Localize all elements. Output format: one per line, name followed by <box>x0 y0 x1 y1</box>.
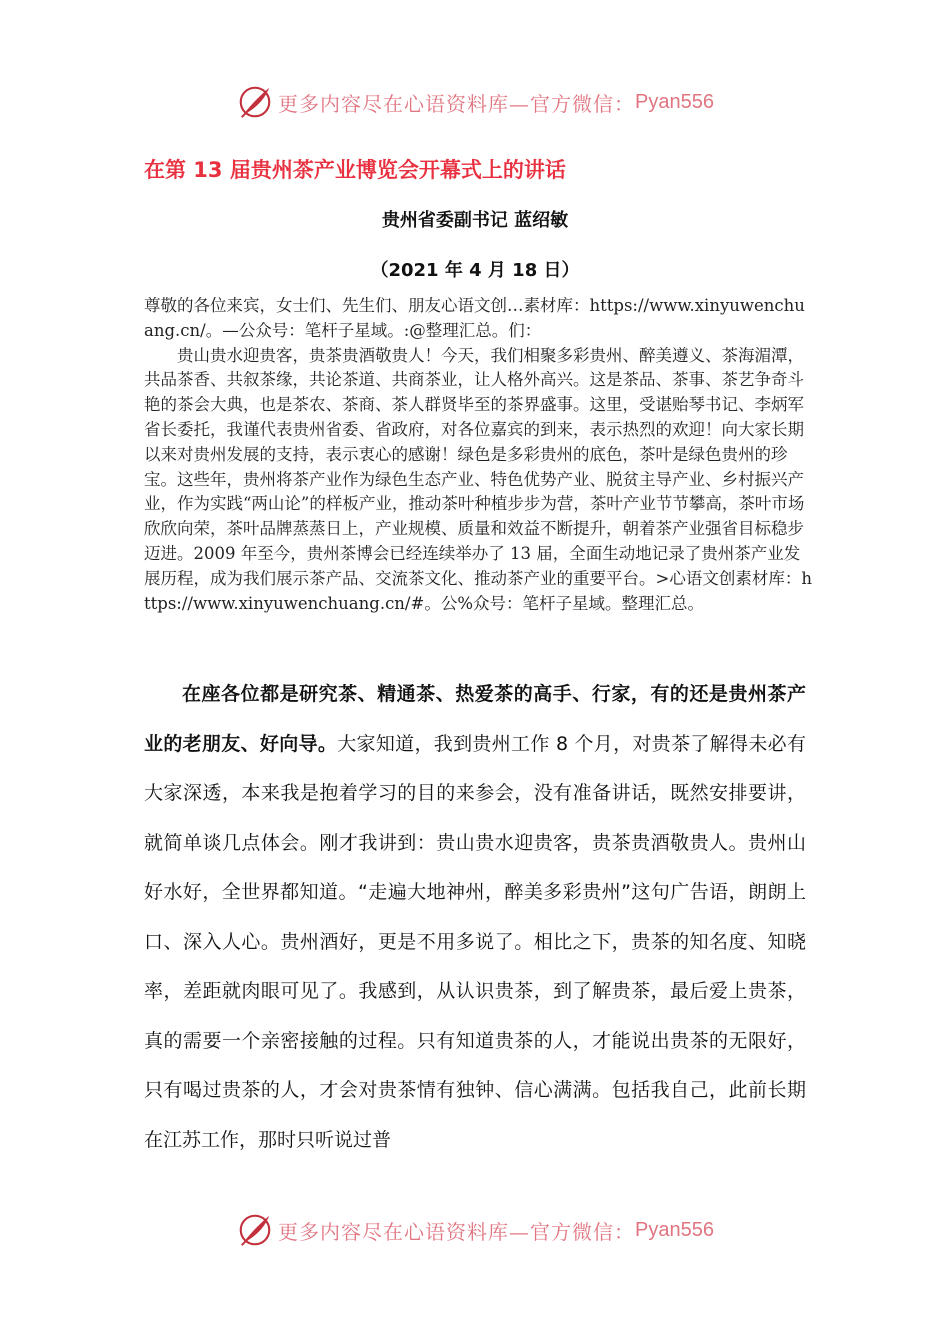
paragraph-2-text: 大家知道，我到贵州工作 8 个月，对贵茶了解得未必有大家深透，本来我是抱着学习的目的来参会，没有准备讲话，既然安排要讲，就简单谈几点体会。刚才我讲到：贵山贵水迎贵客，贵茶贵酒敬贵人。贵州山好水好，全世界都知道。“走遍大地神州，醉美多彩贵州”这句广告语，朗朗上口、深入人心。贵州酒好，更是不用多说了。相比之下，贵茶的知名度、知晓率，差距就肉眼可见了。我感到，从认识贵茶，到了解贵茶，最后爱上贵茶，真的需要一个亲密接触的过程。只有知道贵茶的人，才能说出贵茶的无限好，只有喝过贵茶的人，才会对贵茶情有独钟、信心满满。包括我自己，此前长期在江苏工作，那时只听说过普 <box>144 732 806 1151</box>
salutation-paragraph: 尊敬的各位来宾，女士们、先生们、朋友心语文创…素材库：https://www.xinyuwenchuang.cn/。—公众号：笔杆子星域。:@整理汇总。们： <box>144 296 805 340</box>
banner-text: 更多内容尽在心语资料库—官方微信： <box>278 91 636 116</box>
quill-logo-icon <box>236 1211 274 1249</box>
main-block <box>144 670 806 1165</box>
quill-logo-icon <box>236 83 274 121</box>
banner-text: 更多内容尽在心语资料库—官方微信： <box>278 1219 636 1244</box>
body-paragraph-1: 贵山贵水迎贵客，贵茶贵酒敬贵人！今天，我们相聚多彩贵州、醉美遵义、茶海湄潭，共品茶香、共叙茶缘，共论茶道、共商茶业，让人格外高兴。这是茶品、茶事、茶艺争奇斗艳的茶会大典，也是茶农、茶商、茶人群贤毕至的茶界盛事。这里，受谌贻琴书记、李炳军省长委托，我谨代表贵州省委、省政府，对各位嘉宾的到来，表示热烈的欢迎！向大家长期以来对贵州发展的支持，表示衷心的感谢！绿色是多彩贵州的底色，茶叶是绿色贵州的珍宝。这些年，贵州将茶产业作为绿色生态产业、特色优势产业、脱贫主导产业、乡村振兴产业，作为实践“两山论”的样板产业，推动茶叶种植步步为营，茶叶产业节节攀高，茶叶市场欣欣向荣，茶叶品牌蒸蒸日上，产业规模、质量和效益不断提升，朝着茶产业强省目标稳步迈进。2009 年至今，贵州茶博会已经连续举办了 13 届，全面生动地记录了贵州茶产业发展历程，成为我们展示茶产品、交流茶文化、推动茶产业的重要平台。>心语文创素材库：https://www.xinyuwenchuang.cn/#。公%众号：笔杆子星域。整理汇总。 <box>144 345 812 613</box>
header-banner <box>0 80 950 124</box>
paragraph-2-bold-lead: 在座各位都是研究茶、精通茶、热爱茶的高手、行家，有的还是贵州茶产业的老朋友、好向导。 <box>144 683 806 755</box>
body-paragraph-2 <box>144 670 806 1165</box>
intro-block <box>144 294 814 616</box>
banner-wechat-id: Pyan556 <box>635 1218 714 1241</box>
document-date: （2021 年 4 月 18 日） <box>370 260 580 281</box>
footer-banner <box>0 1208 950 1252</box>
document-title: 在第 13 届贵州茶产业博览会开幕式上的讲话 <box>144 158 566 182</box>
banner-wechat-id: Pyan556 <box>635 90 714 113</box>
document-author: 贵州省委副书记 蓝绍敏 <box>381 210 569 231</box>
